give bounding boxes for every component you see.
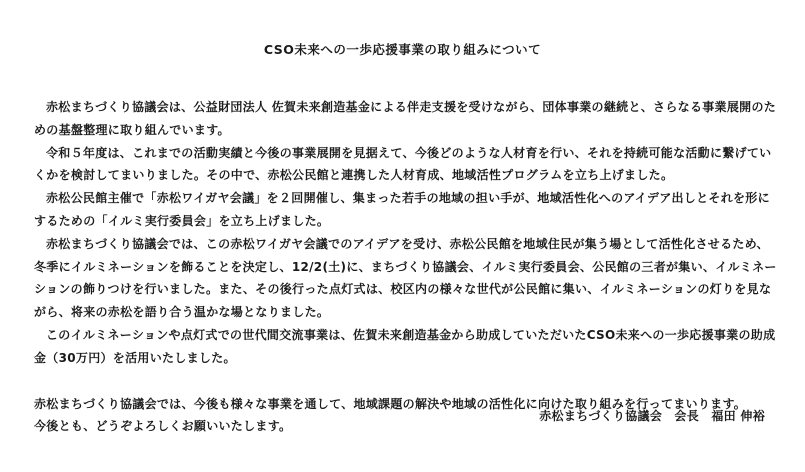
paragraph-2: 令和５年度は、これまでの活動実績と今後の事業展開を見据えて、今後どのような人材育を行い、それを持続可能な活動に繋げていくかを検討してまいりました。その中で、赤松公民館と連携した人材育成、地域活性プログラムを立ち上げました。 <box>34 145 772 183</box>
document-body <box>34 96 779 438</box>
closing-line-2: 今後とも、どうぞよろしくお願いいたします。 <box>34 419 292 434</box>
paragraph-spacer <box>34 370 779 393</box>
closing-line-1: 赤松まちづくり協議会では、今後も様々な事業を通して、地域課題の解決や地域の活性化に向けた取り組みを行ってまいります。 <box>34 396 747 411</box>
signature: 赤松まちづくり協議会 会長 福田 伸裕 <box>539 409 765 423</box>
paragraph-5: このイルミネーションや点灯式での世代間交流事業は、佐賀未来創造基金から助成していただいたCSO未来への一歩応援事業の助成金（30万円）を活用いたしました。 <box>34 327 776 365</box>
paragraph-4: 赤松まちづくり協議会では、この赤松ワイガヤ会議でのアイデアを受け、赤松公民館を地域住民が集う場として活性化させるため、冬季にイルミネーションを飾ることを決定し、12/2(土)に、まちづくり協議会、イルミ実行委員会、公民館の三者が集い、イルミネーションの飾りつけを行いました。また、その後行った点灯式は、校区内の様々な世代が公民館に集い、イルミネーションの灯りを見ながら、将来の赤松を語り合う温かな場となりました。 <box>34 236 777 320</box>
paragraph-1: 赤松まちづくり協議会は、公益財団法人 佐賀未来創造基金による伴走支援を受けながら、団体事業の継続と、さらなる事業展開のための基盤整理に取り組んでいます。 <box>34 100 777 137</box>
document-title: CSO未来への一歩応援事業の取り組みについて <box>263 42 542 57</box>
paragraph-3: 赤松公民館主催で「赤松ワイガヤ会議」を２回開催し、集まった若手の地域の担い手が、地域活性化へのアイデア出しとそれを形にするための「イルミ実行委員会」を立ち上げました。 <box>34 191 770 228</box>
